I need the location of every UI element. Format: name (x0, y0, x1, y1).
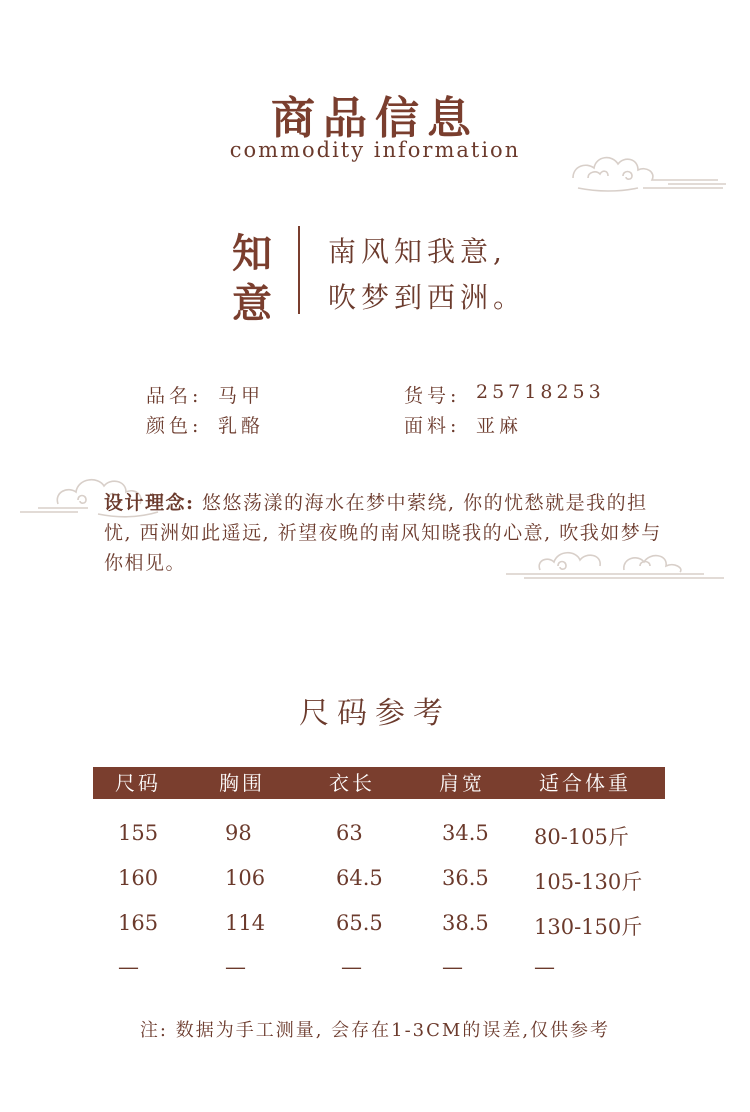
page-title: 商品信息 (271, 93, 479, 144)
header-chest: 胸围 (219, 771, 265, 795)
cell-chest: 98 (225, 821, 252, 845)
cell-weight: 130-150斤 (534, 915, 643, 939)
motto-divider (298, 226, 300, 314)
cell-chest: — (225, 955, 246, 979)
info-code-label: 货号: (404, 385, 461, 407)
cell-shoulder: 34.5 (442, 821, 489, 845)
cloud-decoration-right (504, 540, 734, 588)
header-length: 衣长 (329, 771, 375, 795)
cell-weight: 80-105斤 (534, 825, 629, 849)
cell-length: 64.5 (336, 866, 383, 890)
measurement-note: 注: 数据为手工测量, 会存在1-3CM的误差,仅供参考 (139, 1020, 611, 1041)
cell-shoulder: — (442, 955, 463, 979)
size-table-header (93, 767, 665, 799)
cell-length: 63 (336, 821, 363, 845)
info-name-value: 马甲 (218, 385, 265, 407)
cell-length: — (341, 955, 362, 979)
design-concept-text: 悠悠荡漾的海水在梦中萦绕, 你的忧愁就是我的担忧, 西洲如此遥远, 祈望夜晚的南风知晓我的心意, 吹我如梦与你相见。 (104, 492, 662, 574)
cell-shoulder: 38.5 (442, 911, 489, 935)
info-fabric-label: 面料: (404, 415, 461, 437)
header-weight: 适合体重 (539, 771, 631, 795)
header-size: 尺码 (115, 771, 161, 795)
cell-size: — (118, 955, 139, 979)
motto-line-2: 吹梦到西洲。 (328, 281, 527, 314)
header-shoulder: 肩宽 (439, 771, 485, 795)
motto-char-1: 知 (232, 230, 272, 277)
cell-weight: 105-130斤 (534, 870, 643, 894)
cell-size: 155 (118, 821, 159, 845)
design-concept-label: 设计理念: (104, 492, 195, 514)
cloud-decoration-top-right (568, 148, 728, 198)
page-subtitle: commodity information (229, 138, 521, 162)
cell-size: 160 (118, 866, 159, 890)
cell-chest: 114 (225, 911, 266, 935)
cell-length: 65.5 (336, 911, 383, 935)
info-fabric-value: 亚麻 (476, 415, 523, 437)
info-code-value: 25718253 (476, 381, 605, 403)
info-color-value: 乳酪 (218, 415, 265, 437)
cell-weight: — (534, 955, 555, 979)
info-name-label: 品名: (146, 385, 203, 407)
cell-shoulder: 36.5 (442, 866, 489, 890)
motto-char-2: 意 (232, 280, 272, 327)
size-chart-title: 尺码参考 (299, 696, 451, 731)
cell-size: 165 (118, 911, 159, 935)
info-color-label: 颜色: (146, 415, 203, 437)
motto-line-1: 南风知我意, (328, 235, 507, 268)
cell-chest: 106 (225, 866, 266, 890)
